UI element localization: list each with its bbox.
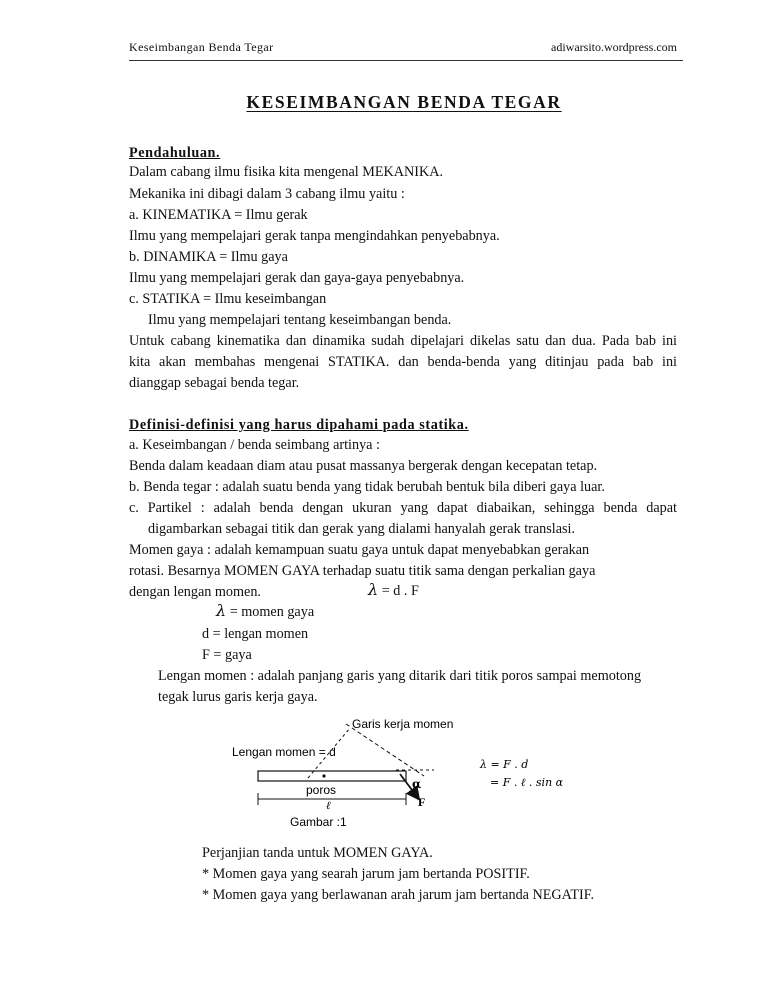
intro-paragraph-line-2: kita akan membahas mengenai STATIKA. dan benda-benda yang ditinjau pada bab ini <box>129 354 677 370</box>
var-lambda-text: = momen gaya <box>229 604 315 620</box>
def-item-b: b. Benda tegar : adalah suatu benda yang tidak berubah bentuk bila diberi gaya luar. <box>129 479 605 495</box>
var-d: d = lengan momen <box>202 626 309 642</box>
header-title: Keseimbangan Benda Tegar <box>129 40 274 54</box>
lengan-line-2: tegak lurus garis kerja gaya. <box>158 689 318 705</box>
list-item-a-desc: Ilmu yang mempelajari gerak tanpa mengindahkan penyebabnya. <box>129 228 500 244</box>
momen-line-2: rotasi. Besarnya MOMEN GAYA terhadap suatu titik sama dengan perkalian gaya <box>129 563 596 579</box>
convention-negative: * Momen gaya yang berlawanan arah jarum jam bertanda NEGATIF. <box>202 887 595 903</box>
equation-2: = F . ℓ . sin α <box>490 776 564 789</box>
header-site: adiwarsito.wordpress.com <box>551 40 677 54</box>
intro-heading: Pendahuluan. <box>129 145 221 161</box>
line-of-action-label: Garis kerja momen <box>352 717 454 731</box>
def-item-a: a. Keseimbangan / benda seimbang artinya : <box>129 437 380 453</box>
var-lambda <box>216 602 314 621</box>
momen-line-3: dengan lengan momen. <box>129 584 261 600</box>
def-item-c-line-1: c. Partikel : adalah benda dengan ukuran yang dapat diabaikan, sehingga benda dapat <box>129 500 677 516</box>
lambda-symbol: λ <box>368 580 379 599</box>
page-header <box>129 38 683 61</box>
figure-diagram <box>228 716 568 832</box>
definitions-heading: Definisi-definisi yang harus dipahami pada statika. <box>129 417 469 433</box>
momen-formula <box>368 581 419 600</box>
lever-arm-label: Lengan momen = d <box>232 745 336 759</box>
pivot-point <box>322 774 325 777</box>
page-title-text: KESEIMBANGAN BENDA TEGAR <box>246 92 562 112</box>
list-item-b-desc: Ilmu yang mempelajari gerak dan gaya-gaya penyebabnya. <box>129 270 465 286</box>
var-f: F = gaya <box>202 647 252 663</box>
intro-paragraph-line-3: dianggap sebagai benda tegar. <box>129 375 300 391</box>
list-item-c: c. STATIKA = Ilmu keseimbangan <box>129 291 327 307</box>
lambda-symbol-2: λ <box>216 601 227 620</box>
line-of-action <box>346 724 424 776</box>
angle-label: α <box>412 777 422 791</box>
page-title <box>0 92 768 113</box>
equation-1: λ = F . d <box>480 758 529 771</box>
momen-line-1: Momen gaya : adalah kemampuan suatu gaya untuk dapat menyebabkan gerakan <box>129 542 590 558</box>
intro-paragraph-line-1: Untuk cabang kinematika dan dinamika sudah dipelajari dikelas satu dan dua. Pada bab ini <box>129 333 677 349</box>
convention-title: Perjanjian tanda untuk MOMEN GAYA. <box>202 845 433 861</box>
intro-line-2: Mekanika ini dibagi dalam 3 cabang ilmu yaitu : <box>129 186 405 202</box>
length-label: ℓ <box>326 799 331 812</box>
convention-positive: * Momen gaya yang searah jarum jam bertanda POSITIF. <box>202 866 530 882</box>
def-item-c-line-2: digambarkan sebagai titik dan gerak yang dialami hanyalah gerak translasi. <box>148 521 576 537</box>
momen-formula-text: = d . F <box>381 583 419 599</box>
lengan-line-1: Lengan momen : adalah panjang garis yang ditarik dari titik poros sampai memotong <box>158 668 642 684</box>
list-item-c-desc: Ilmu yang mempelajari tentang keseimbangan benda. <box>148 312 452 328</box>
intro-line-1: Dalam cabang ilmu fisika kita mengenal MEKANIKA. <box>129 164 444 180</box>
def-item-a-desc: Benda dalam keadaan diam atau pusat massanya bergerak dengan kecepatan tetap. <box>129 458 598 474</box>
force-label: F <box>418 795 426 809</box>
figure-caption: Gambar :1 <box>290 815 347 829</box>
figure-1 <box>228 716 568 832</box>
list-item-b: b. DINAMIKA = Ilmu gaya <box>129 249 288 265</box>
beam-rect <box>258 771 406 781</box>
list-item-a: a. KINEMATIKA = Ilmu gerak <box>129 207 308 223</box>
pivot-label: poros <box>306 783 337 797</box>
